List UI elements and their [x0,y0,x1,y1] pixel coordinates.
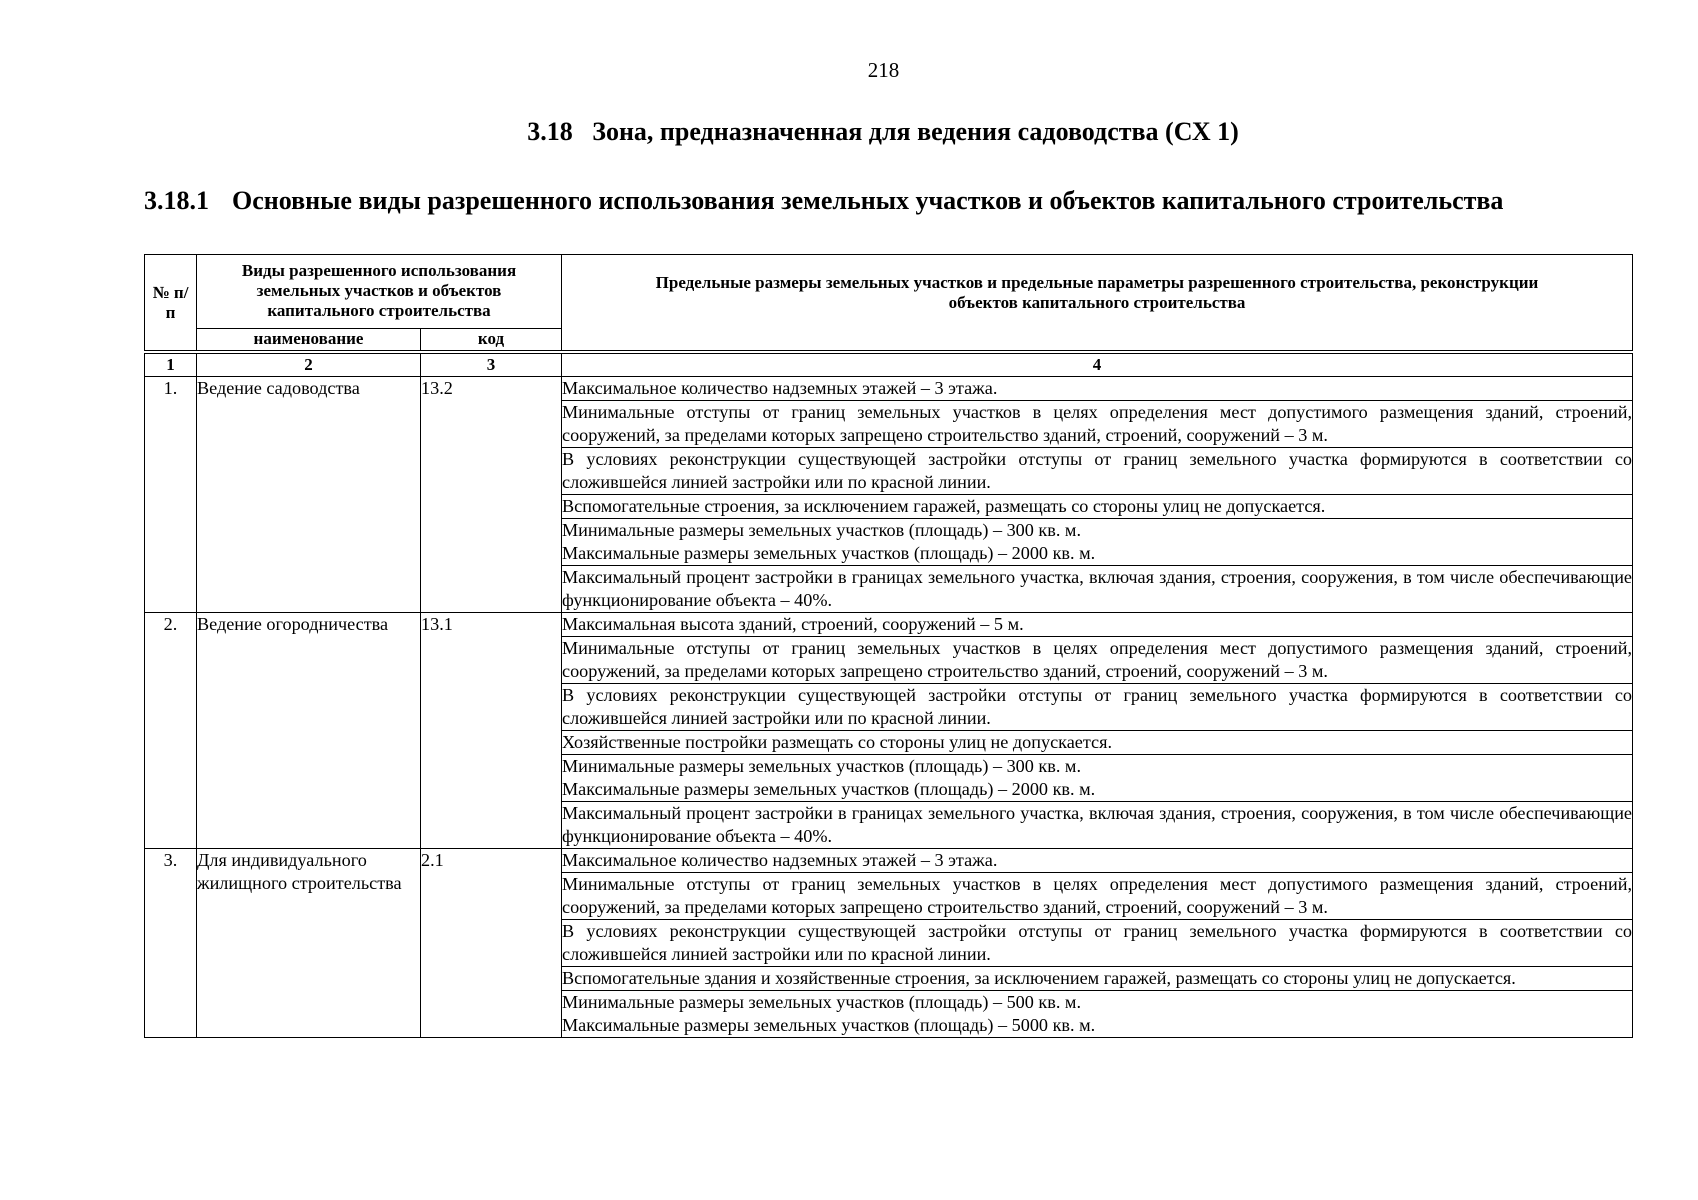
row-parameter: Максимальный процент застройки в границах земельного участка, включая здания, строения, сооружения, в том числе обеспечивающие функционирование объекта – 40%. [562,566,1633,613]
row-parameter: Минимальные размеры земельных участков (площадь) – 300 кв. м. Максимальные размеры земельных участков (площадь) – 2000 кв. м. [562,519,1633,566]
table-row [145,613,1633,637]
column-index: 4 [562,354,1633,377]
row-parameter: Минимальные отступы от границ земельных участков в целях определения мест допустимого размещения зданий, строений, сооружений, за пределами которых запрещено строительство зданий, строений, сооружений – 3 м. [562,637,1633,684]
row-parameter: Максимальное количество надземных этажей – 3 этажа. [562,377,1633,401]
row-parameter: Хозяйственные постройки размещать со стороны улиц не допускается. [562,731,1633,755]
row-number: 3. [145,849,197,1038]
section-title [144,186,1634,216]
row-parameter: Минимальные размеры земельных участков (площадь) – 300 кв. м. Максимальные размеры земельных участков (площадь) – 2000 кв. м. [562,755,1633,802]
page-number: 218 [867,58,900,82]
row-code: 13.1 [421,613,562,849]
zone-title: 3.18 Зона, предназначенная для ведения садоводства (СХ 1) [527,117,1239,146]
section-number: 3.18.1 [144,186,209,215]
header-num: № п/п [145,255,197,351]
row-parameter: Минимальные размеры земельных участков (площадь) – 500 кв. м. Максимальные размеры земельных участков (площадь) – 5000 кв. м. [562,991,1633,1038]
table-row [145,377,1633,401]
column-index-row [145,354,1633,377]
header-name: наименование [197,328,421,350]
row-parameter: В условиях реконструкции существующей застройки отступы от границ земельного участка формируются в соответствии со сложившейся линией застройки или по красной линии. [562,920,1633,967]
row-parameter: В условиях реконструкции существующей застройки отступы от границ земельного участка формируются в соответствии со сложившейся линией застройки или по красной линии. [562,448,1633,495]
row-parameter: Максимальное количество надземных этажей – 3 этажа. [562,849,1633,873]
row-name: Ведение садоводства [197,377,421,613]
row-code: 13.2 [421,377,562,613]
column-index: 2 [197,354,421,377]
header-code: код [421,328,562,350]
row-parameter: Минимальные отступы от границ земельных участков в целях определения мест допустимого размещения зданий, строений, сооружений, за пределами которых запрещено строительство зданий, строений, сооружений – 3 м. [562,873,1633,920]
row-code: 2.1 [421,849,562,1038]
column-index: 1 [145,354,197,377]
section-heading: Основные виды разрешенного использования земельных участков и объектов капитального строительства [232,186,1504,215]
row-number: 2. [145,613,197,849]
row-number: 1. [145,377,197,613]
header-types: Виды разрешенного использования земельных участков и объектов капитального строительства [197,255,562,329]
column-index: 3 [421,354,562,377]
row-parameter: Вспомогательные здания и хозяйственные строения, за исключением гаражей, размещать со стороны улиц не допускается. [562,967,1633,991]
header-limits: Предельные размеры земельных участков и предельные параметры разрешенного строительства, реконструкции объектов капитального строительства [562,255,1633,351]
land-use-table [144,254,1633,1038]
row-parameter: Минимальные отступы от границ земельных участков в целях определения мест допустимого размещения зданий, строений, сооружений, за пределами которых запрещено строительство зданий, строений, сооружений – 3 м. [562,401,1633,448]
row-name: Ведение огородничества [197,613,421,849]
row-parameter: В условиях реконструкции существующей застройки отступы от границ земельного участка формируются в соответствии со сложившейся линией застройки или по красной линии. [562,684,1633,731]
row-name: Для индивидуального жилищного строительства [197,849,421,1038]
row-parameter: Максимальная высота зданий, строений, сооружений – 5 м. [562,613,1633,637]
table-row [145,849,1633,873]
row-parameter: Вспомогательные строения, за исключением гаражей, размещать со стороны улиц не допускается. [562,495,1633,519]
row-parameter: Максимальный процент застройки в границах земельного участка, включая здания, строения, сооружения, в том числе обеспечивающие функционирование объекта – 40%. [562,802,1633,849]
